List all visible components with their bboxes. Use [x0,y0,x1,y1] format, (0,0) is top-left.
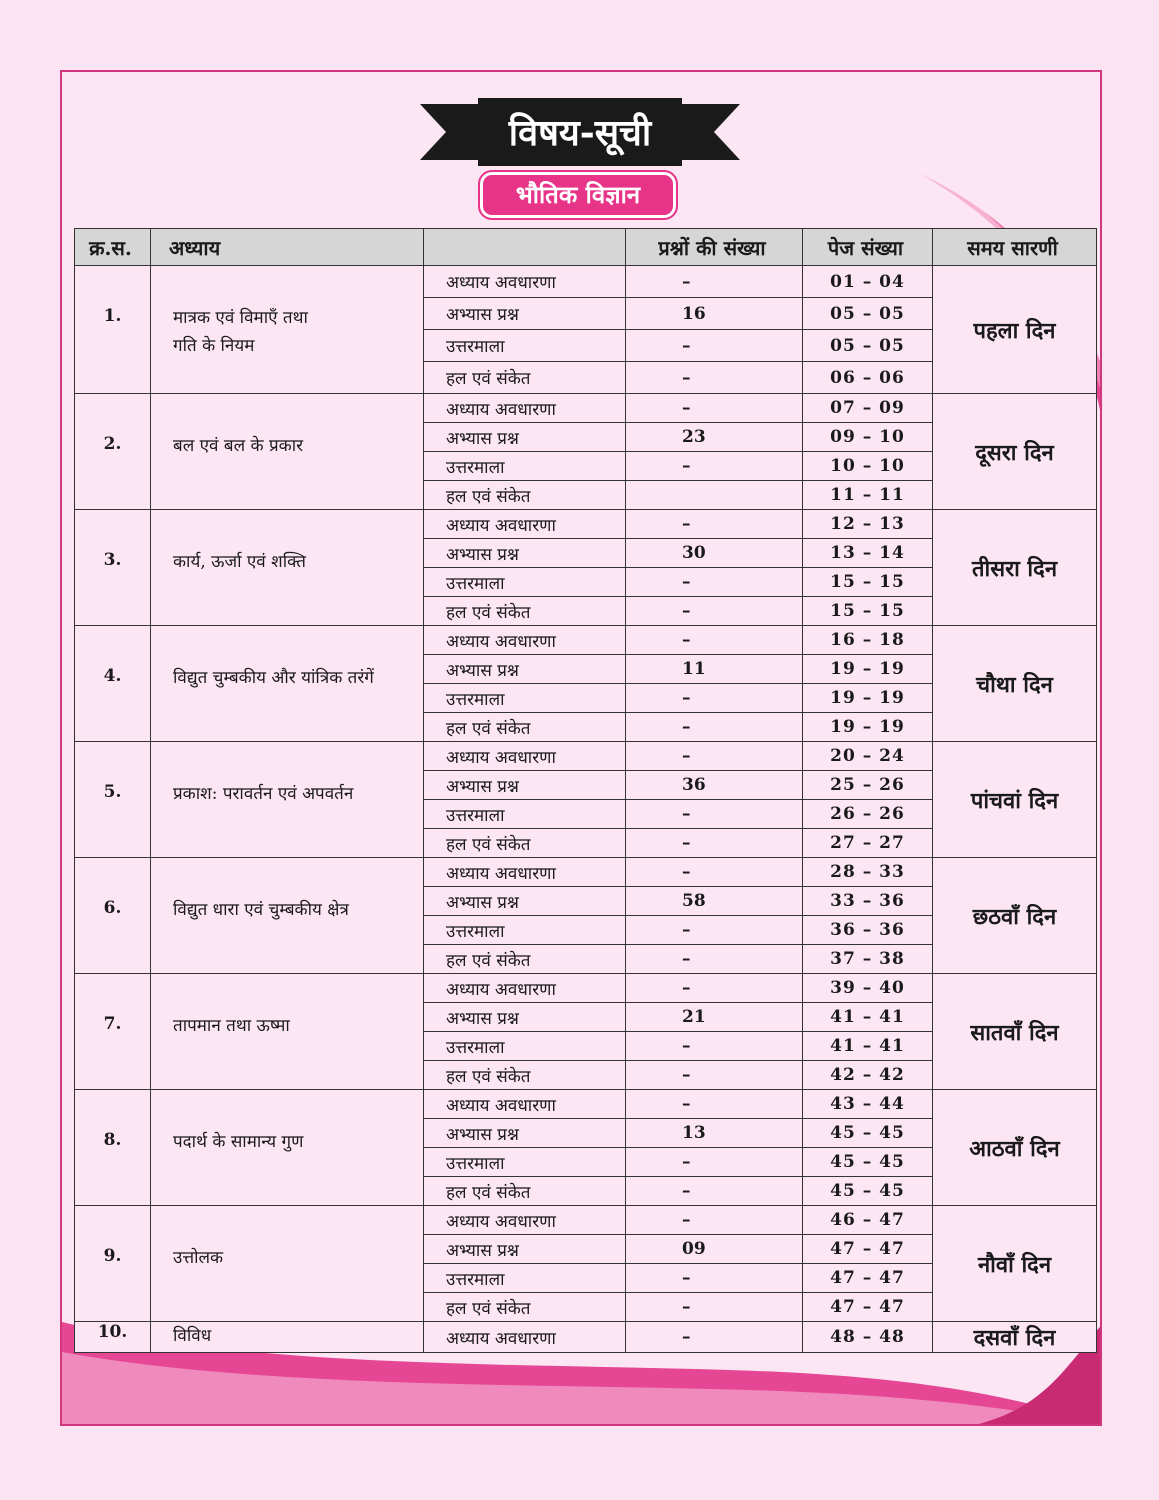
question-count: – [626,713,803,742]
table-row [75,1090,1097,1119]
chapter-number: 8. [75,1090,151,1206]
schedule-day: दूसरा दिन [933,394,1097,510]
section-name: हल एवं संकेत [424,481,626,510]
page-range: 01 – 04 [803,266,933,298]
chapter-title [151,858,424,974]
question-count: – [626,1148,803,1177]
section-name: अध्याय अवधारणा [424,510,626,539]
question-count: – [626,829,803,858]
section-name: हल एवं संकेत [424,1061,626,1090]
question-count: – [626,800,803,829]
page-range: 06 – 06 [803,362,933,394]
question-count: – [626,266,803,298]
schedule-day: तीसरा दिन [933,510,1097,626]
section-name: उत्तरमाला [424,684,626,713]
page-range: 19 – 19 [803,655,933,684]
question-count: – [626,916,803,945]
chapter-number: 10. [75,1322,151,1353]
chapter-title-line: प्रकाश: परावर्तन एवं अपवर्तन [173,784,354,804]
section-name: अभ्यास प्रश्न [424,887,626,916]
contents-table [74,228,1097,1353]
question-count: 09 [626,1235,803,1264]
schedule-day: चौथा दिन [933,626,1097,742]
page-range: 07 – 09 [803,394,933,423]
subject-badge: भौतिक विज्ञान [480,172,676,218]
page-range: 33 – 36 [803,887,933,916]
chapter-number: 7. [75,974,151,1090]
chapter-title-line: तापमान तथा ऊष्मा [173,1016,290,1036]
chapter-title-line: बल एवं बल के प्रकार [173,436,304,456]
page-range: 05 – 05 [803,330,933,362]
page-range: 45 – 45 [803,1148,933,1177]
question-count: 13 [626,1119,803,1148]
page-range: 19 – 19 [803,684,933,713]
question-count: – [626,1322,803,1353]
section-name: अध्याय अवधारणा [424,1322,626,1353]
page-range: 43 – 44 [803,1090,933,1119]
question-count: – [626,1177,803,1206]
page-range: 45 – 45 [803,1119,933,1148]
section-name: अध्याय अवधारणा [424,1090,626,1119]
question-count: 36 [626,771,803,800]
page-range: 36 – 36 [803,916,933,945]
page-range: 16 – 18 [803,626,933,655]
page-range: 11 – 11 [803,481,933,510]
section-name: अध्याय अवधारणा [424,974,626,1003]
section-name: हल एवं संकेत [424,597,626,626]
chapter-title-line: उत्तोलक [173,1248,224,1268]
section-name: उत्तरमाला [424,916,626,945]
question-count: – [626,1293,803,1322]
section-name: उत्तरमाला [424,800,626,829]
schedule-day: नौवाँ दिन [933,1206,1097,1322]
question-count: – [626,1206,803,1235]
section-name: हल एवं संकेत [424,829,626,858]
chapter-number: 3. [75,510,151,626]
page-range: 26 – 26 [803,800,933,829]
question-count: – [626,945,803,974]
question-count: – [626,510,803,539]
question-count: – [626,1061,803,1090]
table-row [75,266,1097,298]
section-name: अभ्यास प्रश्न [424,1235,626,1264]
section-name: अध्याय अवधारणा [424,626,626,655]
chapter-number: 9. [75,1206,151,1322]
chapter-title-line: गति के नियम [173,336,255,356]
section-name: अभ्यास प्रश्न [424,298,626,330]
question-count: – [626,684,803,713]
chapter-title [151,1090,424,1206]
page-range: 46 – 47 [803,1206,933,1235]
page-range: 41 – 41 [803,1032,933,1061]
table-row [75,394,1097,423]
question-count: – [626,568,803,597]
section-name: उत्तरमाला [424,1148,626,1177]
section-name: अभ्यास प्रश्न [424,1003,626,1032]
page-range: 39 – 40 [803,974,933,1003]
section-name: उत्तरमाला [424,1032,626,1061]
question-count: – [626,330,803,362]
page-range: 27 – 27 [803,829,933,858]
table-header-row [75,229,1097,266]
section-name: हल एवं संकेत [424,713,626,742]
section-name: अध्याय अवधारणा [424,266,626,298]
question-count: – [626,626,803,655]
page-range: 09 – 10 [803,423,933,452]
question-count: 30 [626,539,803,568]
section-name: उत्तरमाला [424,330,626,362]
page-range: 48 – 48 [803,1322,933,1353]
question-count: – [626,452,803,481]
header-section [424,229,626,266]
question-count: – [626,394,803,423]
chapter-title-line: विद्युत धारा एवं चुम्बकीय क्षेत्र [173,900,349,920]
chapter-number: 5. [75,742,151,858]
table-row [75,742,1097,771]
schedule-day: सातवाँ दिन [933,974,1097,1090]
section-name: उत्तरमाला [424,452,626,481]
question-count: 58 [626,887,803,916]
page-range: 28 – 33 [803,858,933,887]
chapter-number: 4. [75,626,151,742]
schedule-day: दसवाँ दिन [933,1322,1097,1353]
chapter-number: 6. [75,858,151,974]
page-range: 15 – 15 [803,568,933,597]
schedule-day: पांचवां दिन [933,742,1097,858]
question-count: 16 [626,298,803,330]
header-schedule: समय सारणी [933,229,1097,266]
section-name: उत्तरमाला [424,568,626,597]
section-name: अभ्यास प्रश्न [424,423,626,452]
question-count: – [626,742,803,771]
chapter-title [151,1322,424,1353]
chapter-title-line: विविध [173,1326,212,1346]
section-name: अभ्यास प्रश्न [424,1119,626,1148]
chapter-title-line: पदार्थ के सामान्य गुण [173,1132,304,1152]
chapter-title [151,510,424,626]
section-name: उत्तरमाला [424,1264,626,1293]
question-count: – [626,362,803,394]
question-count: – [626,974,803,1003]
page-range: 41 – 41 [803,1003,933,1032]
schedule-day: पहला दिन [933,266,1097,394]
header-chapter: अध्याय [151,229,424,266]
table-row [75,510,1097,539]
table-row [75,1322,1097,1353]
page-frame [60,70,1102,1426]
page-range: 47 – 47 [803,1293,933,1322]
section-name: अध्याय अवधारणा [424,394,626,423]
section-name: अध्याय अवधारणा [424,858,626,887]
page-range: 05 – 05 [803,298,933,330]
question-count [626,481,803,510]
table-row [75,858,1097,887]
question-count: – [626,1032,803,1061]
section-name: अभ्यास प्रश्न [424,771,626,800]
page-range: 10 – 10 [803,452,933,481]
page-range: 13 – 14 [803,539,933,568]
chapter-title [151,1206,424,1322]
question-count: – [626,597,803,626]
question-count: – [626,1264,803,1293]
chapter-title [151,742,424,858]
page-title: विषय-सूची [508,112,652,154]
page-range: 47 – 47 [803,1264,933,1293]
question-count: 11 [626,655,803,684]
page-range: 12 – 13 [803,510,933,539]
section-name: अध्याय अवधारणा [424,742,626,771]
chapter-number: 2. [75,394,151,510]
section-name: हल एवं संकेत [424,1293,626,1322]
table-row [75,626,1097,655]
chapter-number: 1. [75,266,151,394]
question-count: – [626,858,803,887]
table-row [75,974,1097,1003]
page-range: 19 – 19 [803,713,933,742]
page-range: 25 – 26 [803,771,933,800]
page-range: 45 – 45 [803,1177,933,1206]
question-count: 21 [626,1003,803,1032]
chapter-title-line: मात्रक एवं विमाएँ तथा [173,308,308,328]
table-row [75,1206,1097,1235]
schedule-day: आठवाँ दिन [933,1090,1097,1206]
header-sno: क्र.स. [75,229,151,266]
header-pages: पेज संख्या [803,229,933,266]
chapter-title [151,266,424,394]
section-name: अभ्यास प्रश्न [424,539,626,568]
question-count: 23 [626,423,803,452]
chapter-title [151,974,424,1090]
page-range: 20 – 24 [803,742,933,771]
section-name: हल एवं संकेत [424,945,626,974]
schedule-day: छठवाँ दिन [933,858,1097,974]
chapter-title-line: कार्य, ऊर्जा एवं शक्ति [173,552,306,572]
page-range: 47 – 47 [803,1235,933,1264]
header-questions: प्रश्नों की संख्या [626,229,803,266]
page-range: 15 – 15 [803,597,933,626]
section-name: हल एवं संकेत [424,1177,626,1206]
section-name: अध्याय अवधारणा [424,1206,626,1235]
section-name: अभ्यास प्रश्न [424,655,626,684]
page-range: 42 – 42 [803,1061,933,1090]
page-range: 37 – 38 [803,945,933,974]
chapter-title-line: विद्युत चुम्बकीय और यांत्रिक तरंगें [173,668,374,688]
chapter-title [151,394,424,510]
question-count: – [626,1090,803,1119]
section-name: हल एवं संकेत [424,362,626,394]
chapter-title [151,626,424,742]
